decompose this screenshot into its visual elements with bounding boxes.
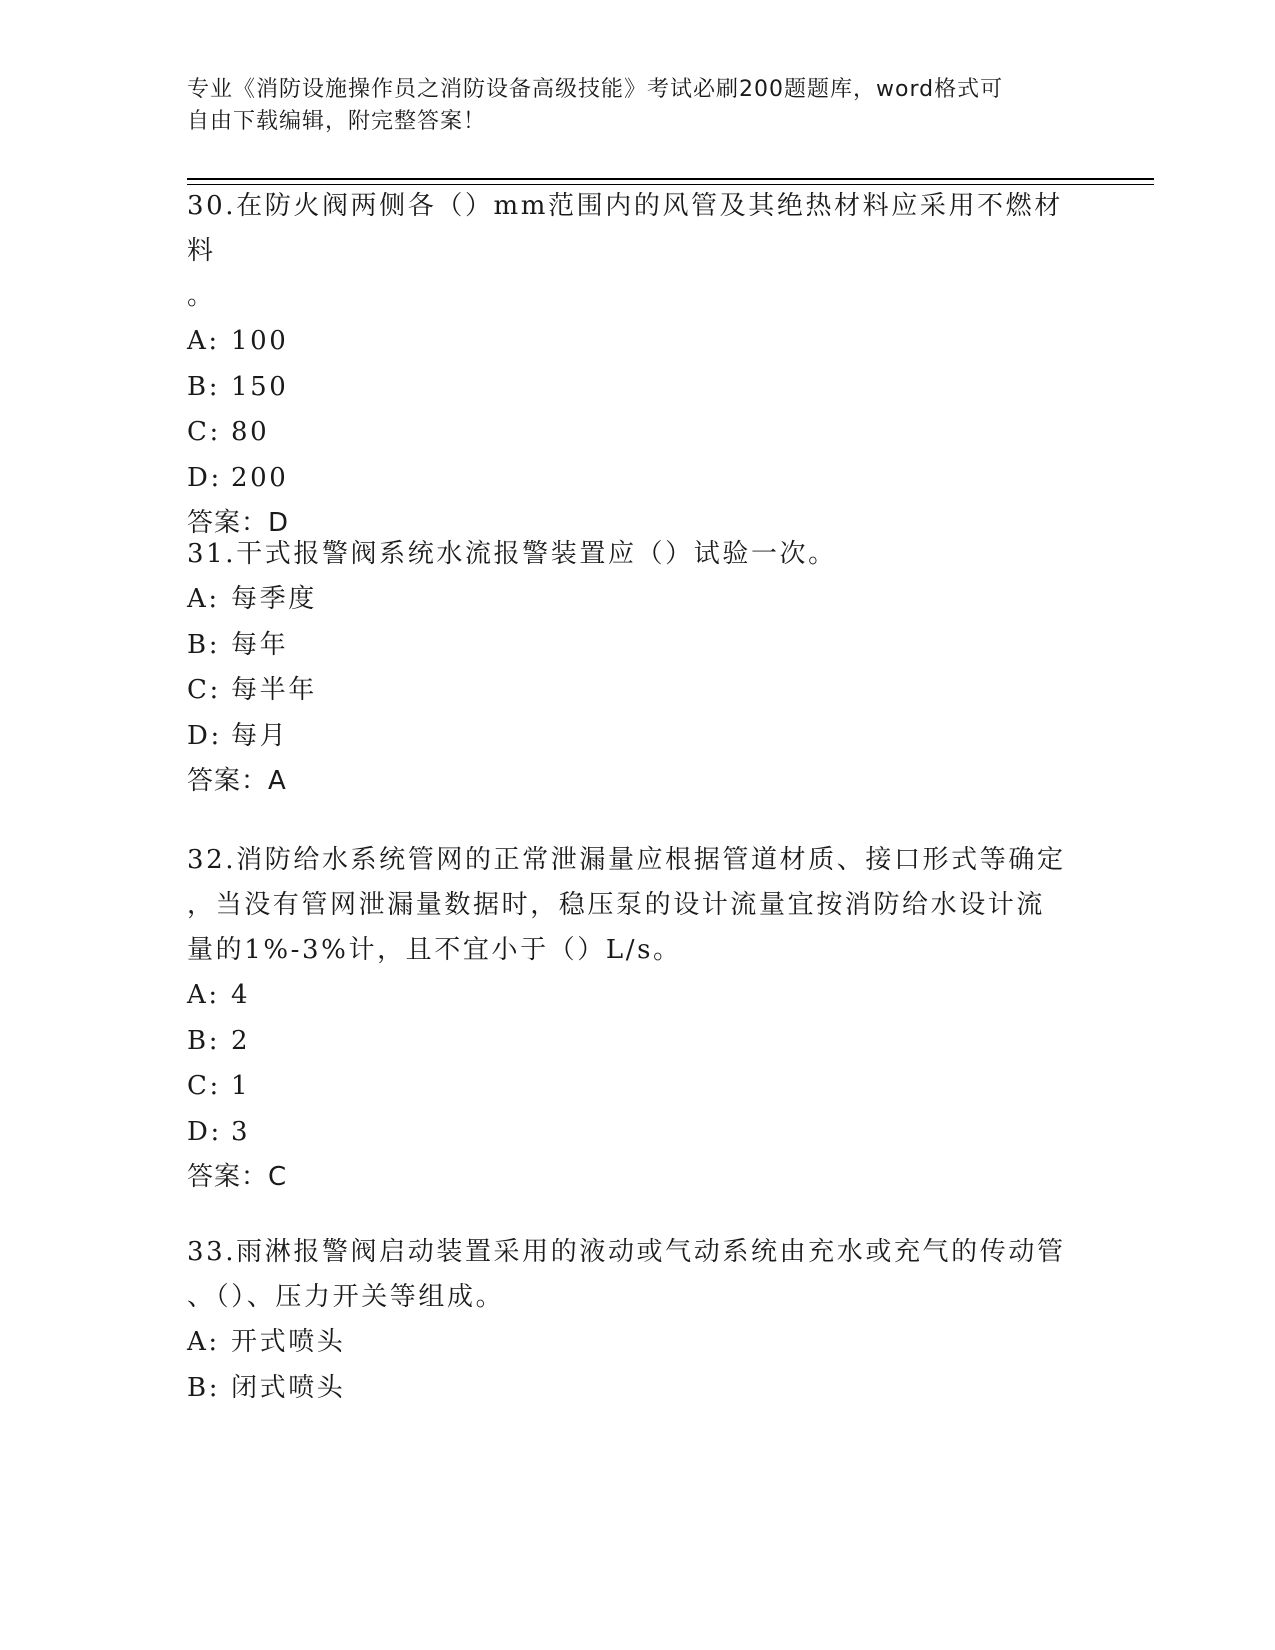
option-d: D: 200 bbox=[187, 462, 289, 493]
option-d: D: 每月 bbox=[187, 720, 289, 751]
question-32 bbox=[187, 838, 1087, 1199]
question-stem-line: 31.干式报警阀系统水流报警装置应（）试验一次。 bbox=[187, 539, 837, 569]
option-a: A: 开式喷头 bbox=[187, 1327, 346, 1357]
question-stem-line: 30.在防火阀两侧各（）mm范围内的风管及其绝热材料应采用不燃材料 bbox=[187, 191, 1063, 266]
option-b: B: 2 bbox=[187, 1025, 251, 1056]
header-line-2: 自由下载编辑，附完整答案！ bbox=[187, 109, 487, 134]
question-stem-line: 。 bbox=[187, 281, 216, 311]
question-stem-line: ，当没有管网泄漏量数据时，稳压泵的设计流量宜按消防给水设计流 bbox=[187, 890, 1046, 920]
question-stem-line: 32.消防给水系统管网的正常泄漏量应根据管道材质、接口形式等确定 bbox=[187, 845, 1066, 875]
question-33 bbox=[187, 1230, 1087, 1411]
answer-line: 答案：C bbox=[187, 1162, 288, 1192]
option-a: A: 100 bbox=[187, 326, 289, 356]
header-line-1: 专业《消防设施操作员之消防设备高级技能》考试必刷200题题库，word格式可 bbox=[187, 77, 1004, 102]
option-a: A: 4 bbox=[187, 980, 251, 1010]
option-b: B: 150 bbox=[187, 371, 289, 402]
question-stem-line: 量的1%-3%计，且不宜小于（）L/s。 bbox=[187, 935, 682, 965]
option-b: B: 闭式喷头 bbox=[187, 1372, 346, 1403]
option-d: D: 3 bbox=[187, 1116, 251, 1147]
question-30 bbox=[187, 184, 1087, 545]
option-a: A: 每季度 bbox=[187, 584, 317, 614]
option-c: C: 80 bbox=[187, 417, 270, 447]
option-c: C: 每半年 bbox=[187, 675, 317, 705]
question-stem-line: 33.雨淋报警阀启动装置采用的液动或气动系统由充水或充气的传动管 bbox=[187, 1237, 1066, 1267]
option-b: B: 每年 bbox=[187, 629, 289, 660]
answer-line: 答案：A bbox=[187, 766, 287, 796]
question-31 bbox=[187, 532, 1087, 803]
header-divider-thick bbox=[187, 178, 1154, 180]
question-stem-line: 、（）、压力开关等组成。 bbox=[187, 1282, 505, 1312]
document-header bbox=[187, 74, 1077, 138]
answer-line: 答案：D bbox=[187, 508, 290, 538]
option-c: C: 1 bbox=[187, 1071, 251, 1101]
